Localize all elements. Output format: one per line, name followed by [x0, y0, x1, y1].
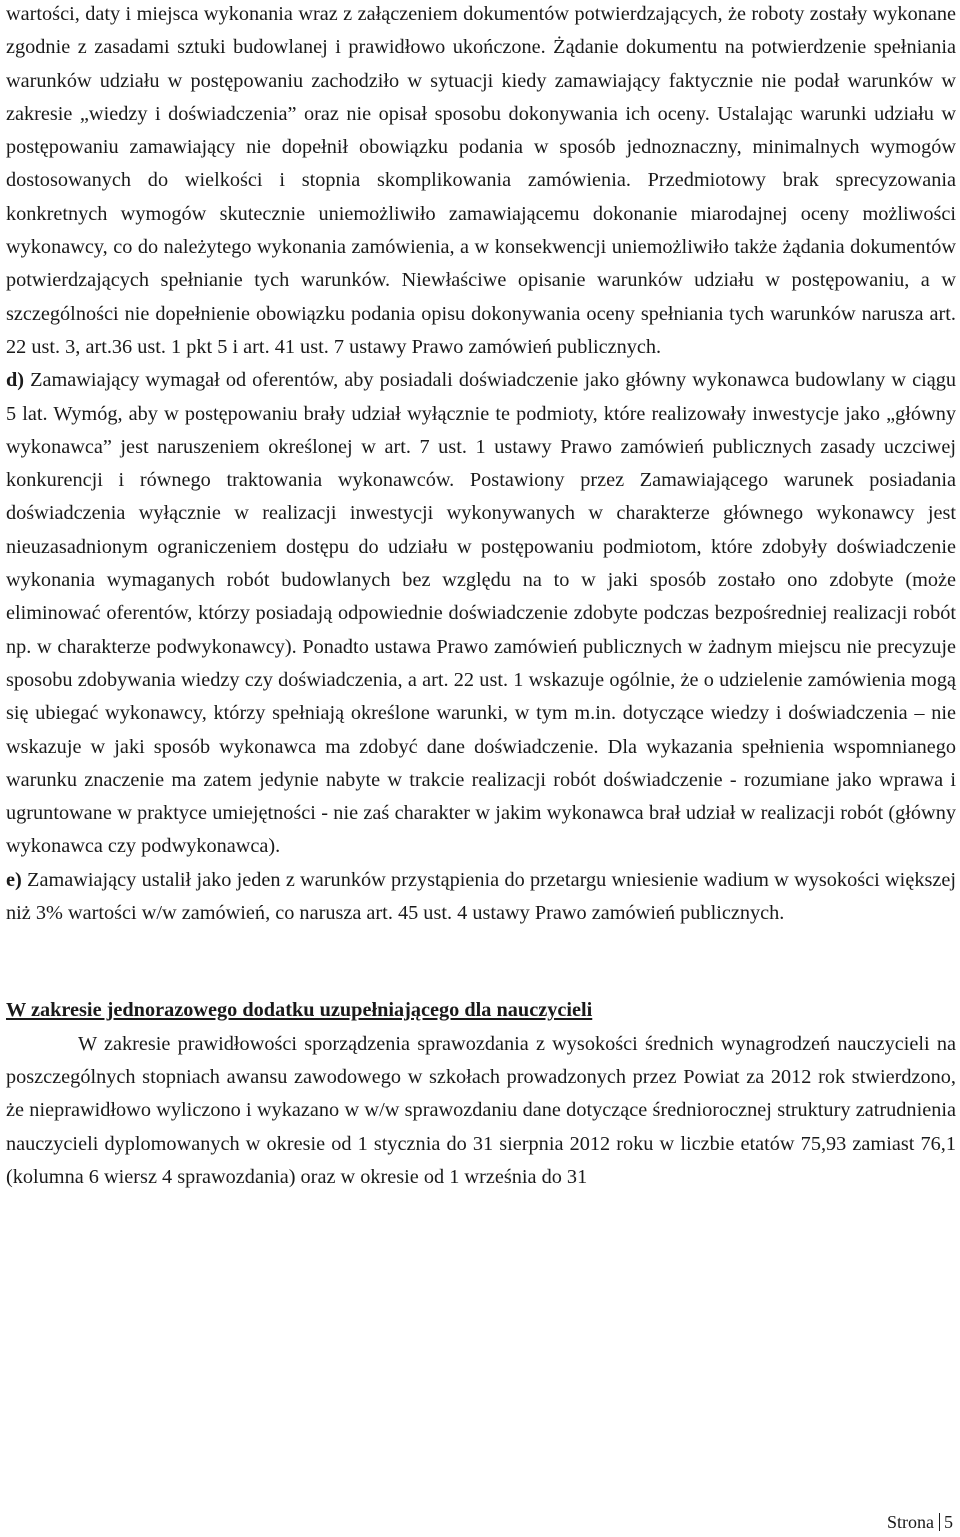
- page-label: Strona: [887, 1512, 934, 1532]
- paragraph-d-marker: d): [6, 369, 25, 392]
- page-number: 5: [944, 1512, 953, 1532]
- paragraph-c-continued: wartości, daty i miejsca wykonania wraz z załączeniem dokumentów potwierdzających, że roboty zostały wykonane zgodnie z zasadami sztuki budowlanej i prawidłowo ukończone. Żądanie dokumentu na potwierdzenie spełniania warunków udziału w postępowaniu zachodziło w sytuacji kiedy zamawiający faktycznie nie podał warunków w zakresie „wiedzy i doświadczenia” oraz nie opisał sposobu dokonywania ich oceny. Ustalając warunki udziału w postępowaniu zamawiający nie dopełnił obowiązku podania w sposób jednoznaczny, minimalnych wymogów dostosowanych do wielkości i stopnia skomplikowania zamówienia. Przedmiotowy brak sprecyzowania konkretnych wymogów skutecznie uniemożliwiło zamawiającemu dokonanie miarodajnej oceny możliwości wykonawcy, co do należytego wykonania zamówienia, a w konsekwencji uniemożliwiło także żądania dokumentów potwierdzających spełnianie tych warunków. Niewłaściwe opisanie warunków udziału w postępowaniu, a w szczególności nie dopełnienie obowiązku podania opisu dokonywania oceny spełniania tych warunków narusza art. 22 ust. 3, art.36 ust. 1 pkt 5 i art. 41 ust. 7 ustawy Prawo zamówień publicznych.: [6, 3, 956, 358]
- paragraph-d-text: Zamawiający wymagał od oferentów, aby posiadali doświadczenie jako główny wykonawca budowlany w ciągu 5 lat. Wymóg, aby w postępowaniu brały udział wyłącznie te podmioty, które realizowały inwestycje jako „główny wykonawca” jest naruszeniem określonej w art. 7 ust. 1 ustawy Prawo zamówień publicznych zasady uczciwej konkurencji i równego traktowania wykonawców. Postawiony przez Zamawiającego warunek posiadania doświadczenia wyłącznie w realizacji inwestycji wykonywanych w charakterze głównego wykonawcy jest nieuzasadnionym ograniczeniem dostępu do udziału w postępowaniu podmiotom, które zdobyły doświadczenie wykonania wymaganych robót budowlanych bez względu na to w jaki sposób zostało ono zdobyte (może eliminować oferentów, którzy posiadają odpowiednie doświadczenie zdobyte podczas bezpośredniej realizacji robót np. w charakterze podwykonawcy). Ponadto ustawa Prawo zamówień publicznych w żadnym miejscu nie precyzuje sposobu zdobywania wiedzy czy doświadczenia, a art. 22 ust. 1 wskazuje ogólnie, że o udzielenie zamówienia mogą się ubiegać wykonawcy, którzy spełniają określone warunki, w tym m.in. dotyczące wiedzy i doświadczenia – nie wskazuje w jaki sposób wykonawca ma zdobyć dane doświadczenie. Dla wykazania spełnienia wspomnianego warunku znaczenie ma zatem jedynie nabyte w trakcie realizacji robót doświadczenie - rozumiane jako wprawa i ugruntowane w praktyce umiejętności - nie zaś charakter w jakim wykonawca brał udział w realizacji robót (główny wykonawca czy podwykonawca).: [6, 369, 956, 858]
- section-paragraph: W zakresie prawidłowości sporządzenia sprawozdania z wysokości średnich wynagrodzeń nauczycieli na poszczególnych stopniach awansu zawodowego w szkołach prowadzonych przez Powiat za 2012 rok stwierdzono, że nieprawidłowo wyliczono i wykazano w w/w sprawozdaniu dane dotyczące średniorocznej struktury zatrudnienia nauczycieli dyplomowanych w okresie od 1 stycznia do 31 sierpnia 2012 roku w liczbie etatów 75,93 zamiast 76,1 (kolumna 6 wiersz 4 sprawozdania) oraz w okresie od 1 września do 31: [6, 1032, 956, 1188]
- paragraph-e-text: Zamawiający ustalił jako jeden z warunków przystąpienia do przetargu wniesienie wadium w wysokości większej niż 3% wartości w/w zamówień, co narusza art. 45 ust. 4 ustawy Prawo zamówień publicznych.: [6, 868, 956, 925]
- paragraph-e: [6, 864, 956, 931]
- paragraph-d: [6, 364, 956, 863]
- document-page: [6, 0, 956, 1194]
- section-spacer: [6, 930, 956, 994]
- footer-separator: [939, 1513, 940, 1531]
- section-heading: W zakresie jednorazowego dodatku uzupełniającego dla nauczycieli: [6, 999, 593, 1022]
- page-footer: [887, 1510, 953, 1534]
- paragraph-e-marker: e): [6, 868, 22, 891]
